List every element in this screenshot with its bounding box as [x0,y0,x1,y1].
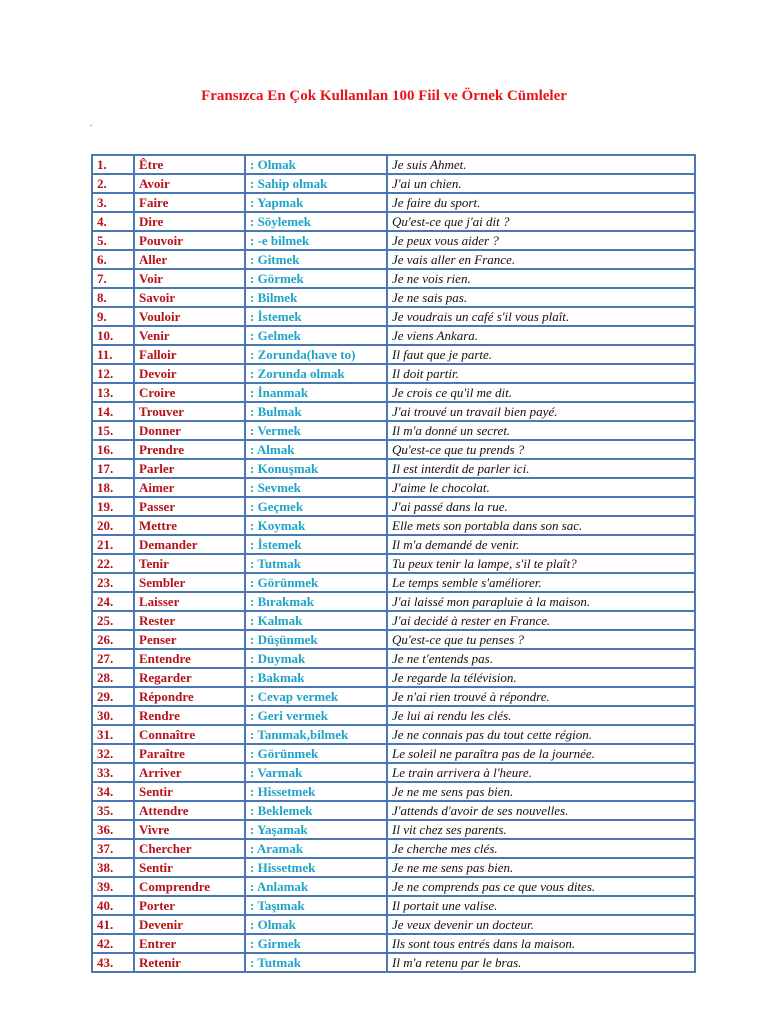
turkish-meaning: : Koymak [245,516,387,535]
example-sentence: Je ne comprends pas ce que vous dites. [387,877,695,896]
turkish-meaning: : Bırakmak [245,592,387,611]
example-sentence: Il m'a demandé de venir. [387,535,695,554]
example-sentence: Je vais aller en France. [387,250,695,269]
turkish-meaning: : Bakmak [245,668,387,687]
french-verb: Devoir [134,364,245,383]
verb-table-body [92,155,695,972]
row-number: 43. [92,953,134,972]
table-row [92,459,695,478]
table-row [92,478,695,497]
table-row [92,915,695,934]
table-row [92,440,695,459]
table-row [92,687,695,706]
row-number: 7. [92,269,134,288]
french-verb: Vouloir [134,307,245,326]
example-sentence: J'aime le chocolat. [387,478,695,497]
french-verb: Devenir [134,915,245,934]
table-row [92,592,695,611]
example-sentence: Le soleil ne paraîtra pas de la journée. [387,744,695,763]
turkish-meaning: : Beklemek [245,801,387,820]
table-row [92,725,695,744]
table-row [92,516,695,535]
example-sentence: Je lui ai rendu les clés. [387,706,695,725]
row-number: 22. [92,554,134,573]
example-sentence: Qu'est-ce que tu prends ? [387,440,695,459]
turkish-meaning: : Görünmek [245,744,387,763]
row-number: 24. [92,592,134,611]
row-number: 11. [92,345,134,364]
row-number: 33. [92,763,134,782]
row-number: 38. [92,858,134,877]
turkish-meaning: : Olmak [245,155,387,174]
turkish-meaning: : Cevap vermek [245,687,387,706]
french-verb: Dire [134,212,245,231]
example-sentence: J'ai decidé à rester en France. [387,611,695,630]
turkish-meaning: : Taşımak [245,896,387,915]
turkish-meaning: : Bulmak [245,402,387,421]
table-row [92,383,695,402]
row-number: 15. [92,421,134,440]
table-row [92,782,695,801]
table-row [92,364,695,383]
french-verb: Être [134,155,245,174]
example-sentence: Je veux devenir un docteur. [387,915,695,934]
turkish-meaning: : Sahip olmak [245,174,387,193]
turkish-meaning: : Gitmek [245,250,387,269]
table-row [92,706,695,725]
row-number: 4. [92,212,134,231]
row-number: 17. [92,459,134,478]
french-verb: Demander [134,535,245,554]
turkish-meaning: : Gelmek [245,326,387,345]
example-sentence: Je suis Ahmet. [387,155,695,174]
row-number: 41. [92,915,134,934]
turkish-meaning: : Yaşamak [245,820,387,839]
example-sentence: J'ai un chien. [387,174,695,193]
table-row [92,231,695,250]
table-row [92,288,695,307]
french-verb: Chercher [134,839,245,858]
row-number: 25. [92,611,134,630]
example-sentence: Je ne connais pas du tout cette région. [387,725,695,744]
french-verb: Connaître [134,725,245,744]
turkish-meaning: : Tutmak [245,953,387,972]
turkish-meaning: : Tutmak [245,554,387,573]
french-verb: Sembler [134,573,245,592]
turkish-meaning: : Olmak [245,915,387,934]
row-number: 9. [92,307,134,326]
table-row [92,345,695,364]
row-number: 16. [92,440,134,459]
example-sentence: Je voudrais un café s'il vous plaît. [387,307,695,326]
french-verb: Arriver [134,763,245,782]
example-sentence: Qu'est-ce que j'ai dit ? [387,212,695,231]
row-number: 1. [92,155,134,174]
table-row [92,801,695,820]
row-number: 20. [92,516,134,535]
example-sentence: Le temps semble s'améliorer. [387,573,695,592]
turkish-meaning: : Sevmek [245,478,387,497]
table-row [92,896,695,915]
table-row [92,307,695,326]
example-sentence: Je ne vois rien. [387,269,695,288]
example-sentence: Qu'est-ce que tu penses ? [387,630,695,649]
french-verb: Parler [134,459,245,478]
french-verb: Pouvoir [134,231,245,250]
row-number: 28. [92,668,134,687]
example-sentence: Il vit chez ses parents. [387,820,695,839]
table-row [92,174,695,193]
turkish-meaning: : Zorunda(have to) [245,345,387,364]
turkish-meaning: : İstemek [245,307,387,326]
example-sentence: Tu peux tenir la lampe, s'il te plaît? [387,554,695,573]
row-number: 13. [92,383,134,402]
row-number: 36. [92,820,134,839]
turkish-meaning: : -e bilmek [245,231,387,250]
table-row [92,934,695,953]
french-verb: Comprendre [134,877,245,896]
row-number: 14. [92,402,134,421]
example-sentence: Il doit partir. [387,364,695,383]
table-row [92,250,695,269]
example-sentence: Je regarde la télévision. [387,668,695,687]
example-sentence: Le train arrivera à l'heure. [387,763,695,782]
row-number: 42. [92,934,134,953]
row-number: 27. [92,649,134,668]
example-sentence: Je ne t'entends pas. [387,649,695,668]
row-number: 2. [92,174,134,193]
turkish-meaning: : Girmek [245,934,387,953]
table-row [92,326,695,345]
example-sentence: Il est interdit de parler ici. [387,459,695,478]
paragraph-marker: . [90,118,93,128]
french-verb: Aimer [134,478,245,497]
french-verb: Trouver [134,402,245,421]
french-verb: Retenir [134,953,245,972]
turkish-meaning: : Tanımak,bilmek [245,725,387,744]
example-sentence: Elle mets son portabla dans son sac. [387,516,695,535]
row-number: 26. [92,630,134,649]
french-verb: Faire [134,193,245,212]
row-number: 30. [92,706,134,725]
row-number: 18. [92,478,134,497]
row-number: 35. [92,801,134,820]
row-number: 40. [92,896,134,915]
row-number: 23. [92,573,134,592]
french-verb: Passer [134,497,245,516]
turkish-meaning: : Görünmek [245,573,387,592]
verb-table [91,154,696,973]
table-row [92,763,695,782]
example-sentence: Je ne sais pas. [387,288,695,307]
turkish-meaning: : Duymak [245,649,387,668]
table-row [92,212,695,231]
french-verb: Entendre [134,649,245,668]
turkish-meaning: : Varmak [245,763,387,782]
turkish-meaning: : Geçmek [245,497,387,516]
row-number: 10. [92,326,134,345]
french-verb: Entrer [134,934,245,953]
table-row [92,269,695,288]
french-verb: Regarder [134,668,245,687]
french-verb: Sentir [134,858,245,877]
turkish-meaning: : Anlamak [245,877,387,896]
example-sentence: J'ai trouvé un travail bien payé. [387,402,695,421]
table-row [92,630,695,649]
example-sentence: Je viens Ankara. [387,326,695,345]
row-number: 6. [92,250,134,269]
example-sentence: Je faire du sport. [387,193,695,212]
french-verb: Vivre [134,820,245,839]
turkish-meaning: : Geri vermek [245,706,387,725]
example-sentence: Ils sont tous entrés dans la maison. [387,934,695,953]
turkish-meaning: : Söylemek [245,212,387,231]
french-verb: Porter [134,896,245,915]
french-verb: Croire [134,383,245,402]
example-sentence: Il portait une valise. [387,896,695,915]
table-row [92,554,695,573]
turkish-meaning: : Zorunda olmak [245,364,387,383]
example-sentence: J'attends d'avoir de ses nouvelles. [387,801,695,820]
turkish-meaning: : İnanmak [245,383,387,402]
table-row [92,668,695,687]
row-number: 21. [92,535,134,554]
table-row [92,858,695,877]
french-verb: Rendre [134,706,245,725]
french-verb: Falloir [134,345,245,364]
french-verb: Penser [134,630,245,649]
french-verb: Rester [134,611,245,630]
french-verb: Paraître [134,744,245,763]
french-verb: Mettre [134,516,245,535]
example-sentence: J'ai laissé mon parapluie à la maison. [387,592,695,611]
row-number: 39. [92,877,134,896]
example-sentence: J'ai passé dans la rue. [387,497,695,516]
row-number: 12. [92,364,134,383]
turkish-meaning: : Bilmek [245,288,387,307]
row-number: 19. [92,497,134,516]
french-verb: Sentir [134,782,245,801]
turkish-meaning: : Konuşmak [245,459,387,478]
french-verb: Savoir [134,288,245,307]
table-row [92,193,695,212]
turkish-meaning: : Hissetmek [245,858,387,877]
turkish-meaning: : İstemek [245,535,387,554]
table-row [92,820,695,839]
table-row [92,155,695,174]
example-sentence: Il m'a donné un secret. [387,421,695,440]
row-number: 3. [92,193,134,212]
french-verb: Attendre [134,801,245,820]
example-sentence: Je n'ai rien trouvé à répondre. [387,687,695,706]
table-row [92,535,695,554]
turkish-meaning: : Almak [245,440,387,459]
french-verb: Venir [134,326,245,345]
example-sentence: Je ne me sens pas bien. [387,782,695,801]
french-verb: Avoir [134,174,245,193]
french-verb: Tenir [134,554,245,573]
row-number: 34. [92,782,134,801]
example-sentence: Il faut que je parte. [387,345,695,364]
row-number: 29. [92,687,134,706]
french-verb: Prendre [134,440,245,459]
french-verb: Donner [134,421,245,440]
table-row [92,953,695,972]
turkish-meaning: : Aramak [245,839,387,858]
french-verb: Répondre [134,687,245,706]
table-row [92,497,695,516]
table-row [92,402,695,421]
example-sentence: Je crois ce qu'il me dit. [387,383,695,402]
french-verb: Voir [134,269,245,288]
row-number: 31. [92,725,134,744]
table-row [92,839,695,858]
page-title: Fransızca En Çok Kullanılan 100 Fiil ve Örnek Cümleler [201,88,567,104]
row-number: 37. [92,839,134,858]
table-row [92,877,695,896]
table-row [92,744,695,763]
example-sentence: Il m'a retenu par le bras. [387,953,695,972]
table-row [92,649,695,668]
example-sentence: Je ne me sens pas bien. [387,858,695,877]
example-sentence: Je cherche mes clés. [387,839,695,858]
example-sentence: Je peux vous aider ? [387,231,695,250]
table-row [92,573,695,592]
row-number: 8. [92,288,134,307]
turkish-meaning: : Düşünmek [245,630,387,649]
french-verb: Laisser [134,592,245,611]
turkish-meaning: : Vermek [245,421,387,440]
turkish-meaning: : Hissetmek [245,782,387,801]
turkish-meaning: : Yapmak [245,193,387,212]
table-row [92,421,695,440]
turkish-meaning: : Kalmak [245,611,387,630]
french-verb: Aller [134,250,245,269]
row-number: 32. [92,744,134,763]
row-number: 5. [92,231,134,250]
table-row [92,611,695,630]
turkish-meaning: : Görmek [245,269,387,288]
